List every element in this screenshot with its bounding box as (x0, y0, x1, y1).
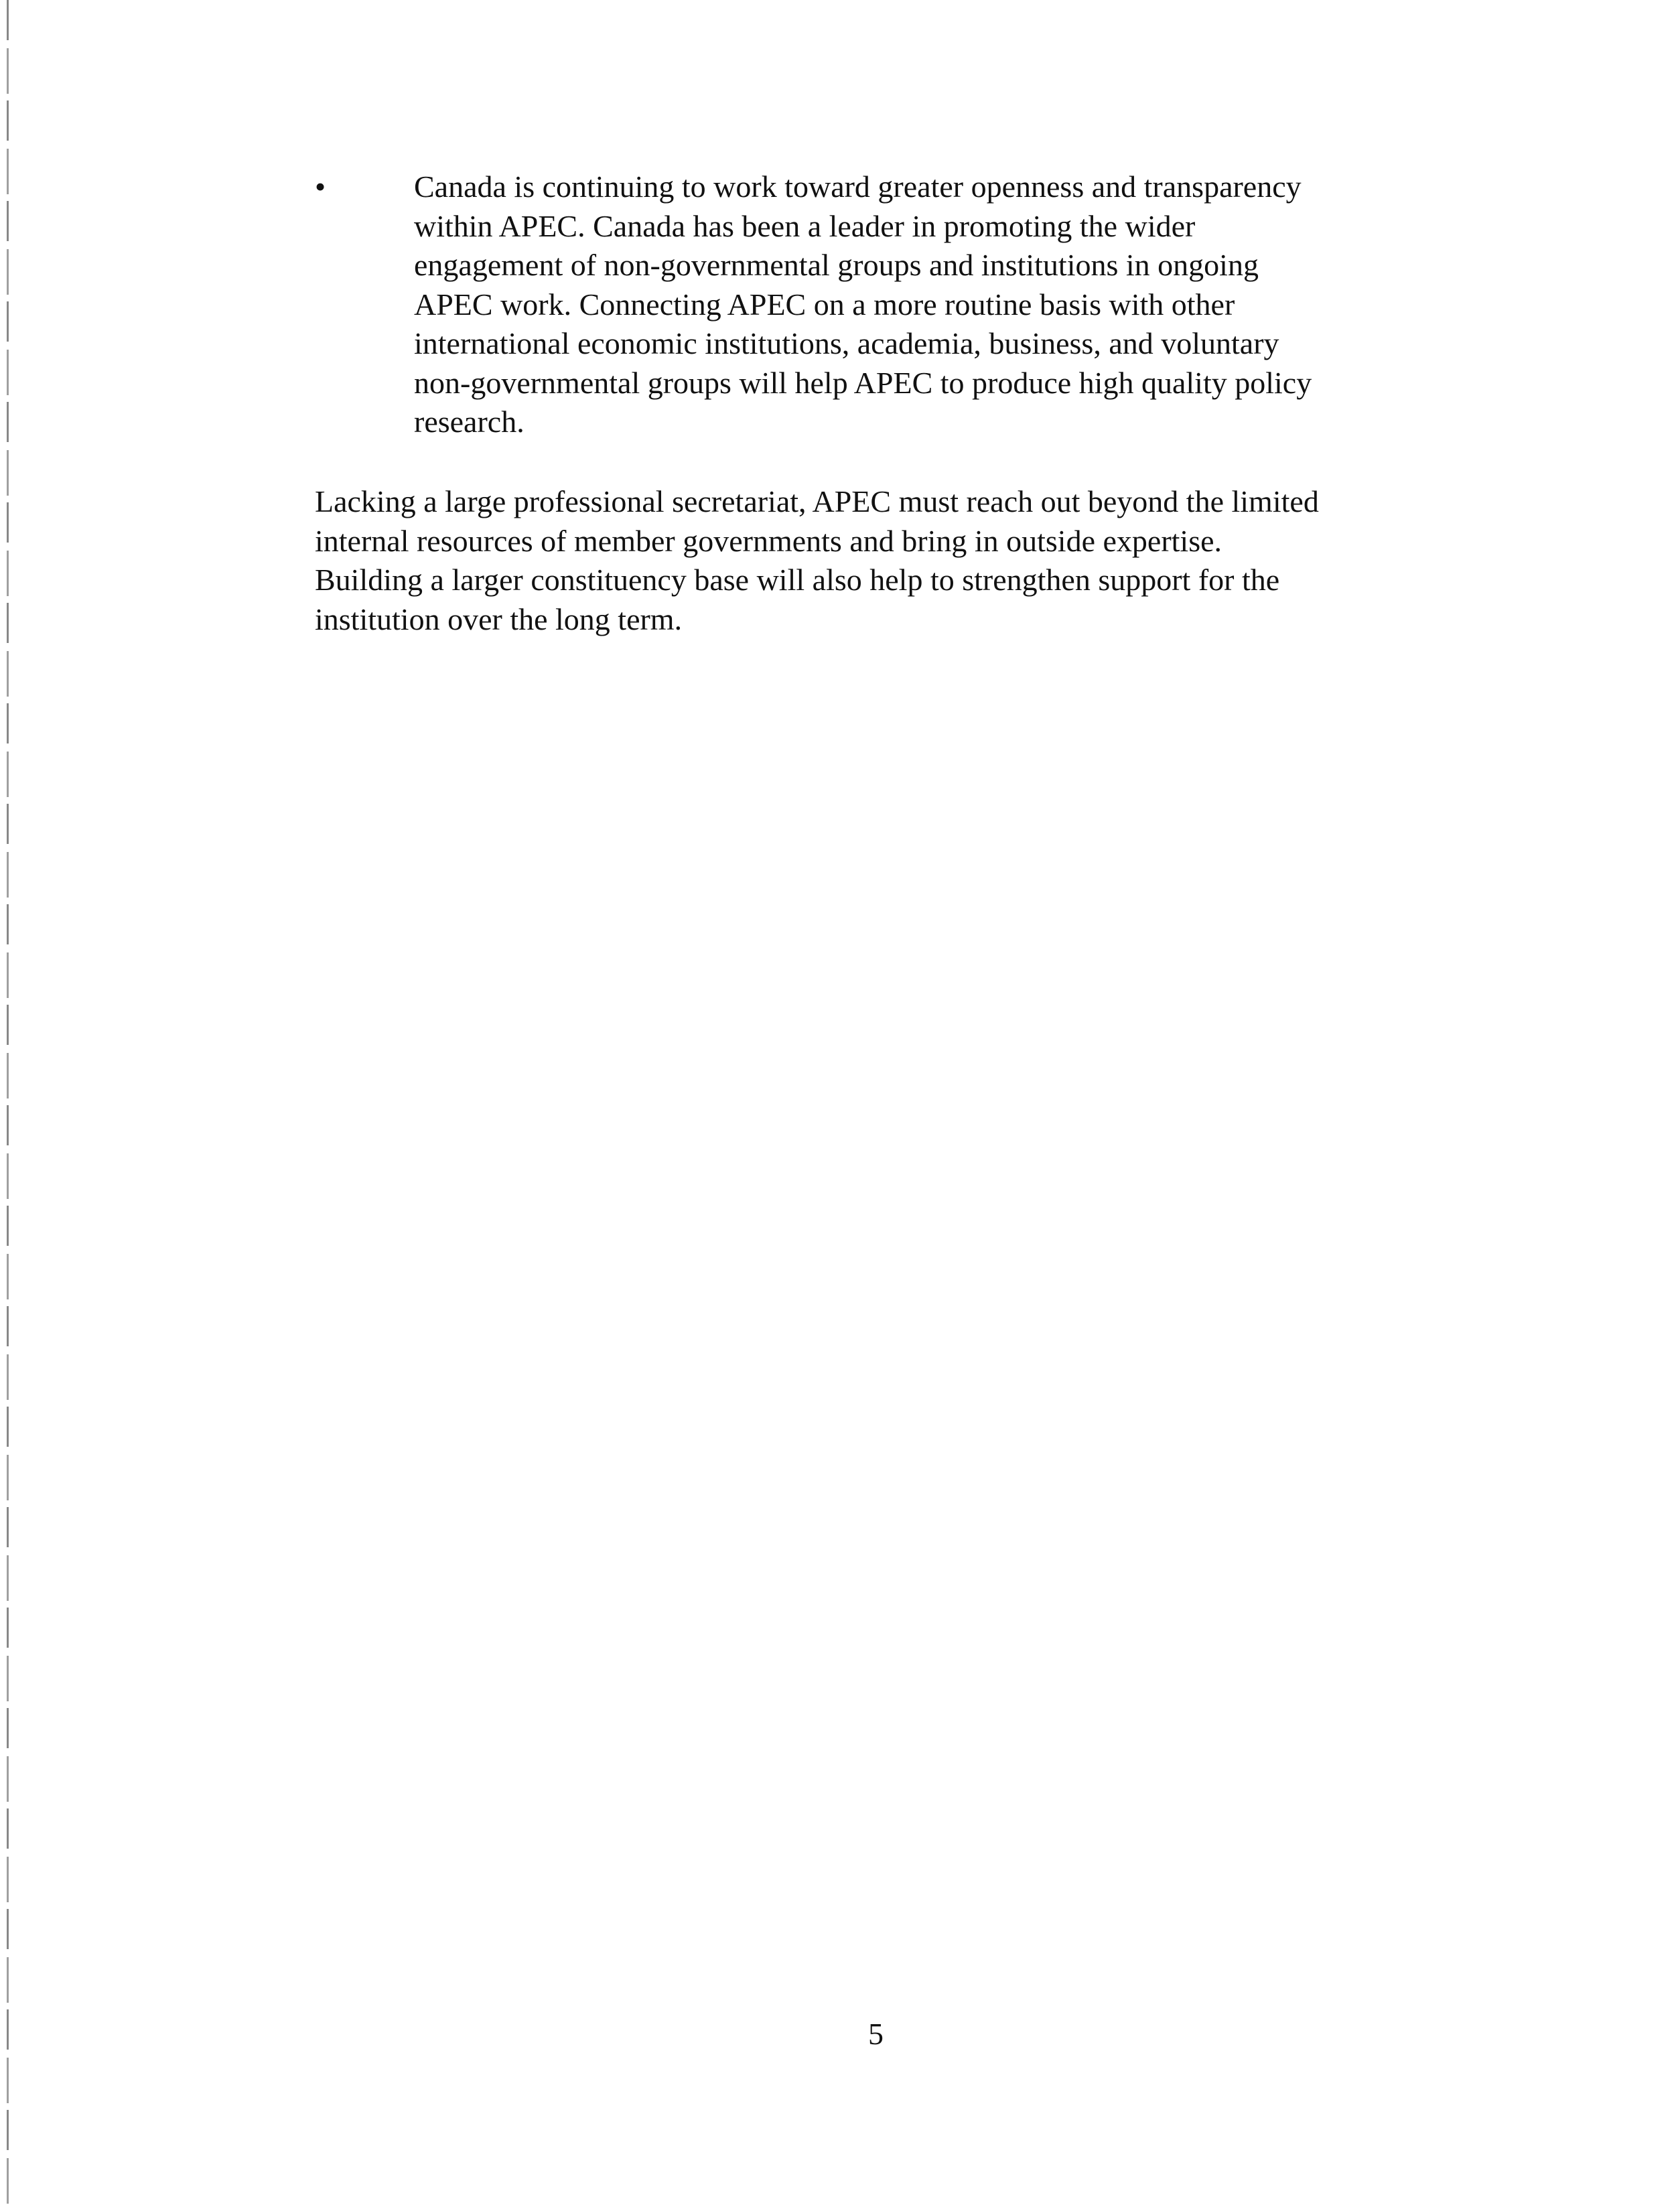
paragraph-line: Lacking a large professional secretariat, APEC must reach out beyond the limited (315, 484, 1319, 518)
bullet-marker: • (315, 169, 326, 204)
bullet-text-line: non-governmental groups will help APEC to produce high quality policy (414, 365, 1312, 400)
paragraph-line: Building a larger constituency base will also help to strengthen support for the (315, 563, 1280, 597)
bullet-text (414, 167, 1459, 442)
paragraph-line: internal resources of member governments and bring in outside expertise. (315, 523, 1222, 558)
bullet-text-line: within APEC. Canada has been a leader in promoting the wider (414, 208, 1196, 243)
bullet-text-line: Canada is continuing to work toward greater openness and transparency (414, 169, 1302, 204)
body-paragraph (315, 482, 1454, 639)
bullet-text-line: engagement of non-governmental groups and institutions in ongoing (414, 248, 1259, 282)
page-number: 5 (868, 2017, 884, 2051)
scan-edge-artifact (7, 0, 9, 2205)
bullet-text-line: research. (414, 405, 524, 439)
paragraph-line: institution over the long term. (315, 601, 683, 636)
bullet-text-line: international economic institutions, academia, business, and voluntary (414, 326, 1279, 360)
bullet-text-line: APEC work. Connecting APEC on a more routine basis with other (414, 287, 1235, 322)
